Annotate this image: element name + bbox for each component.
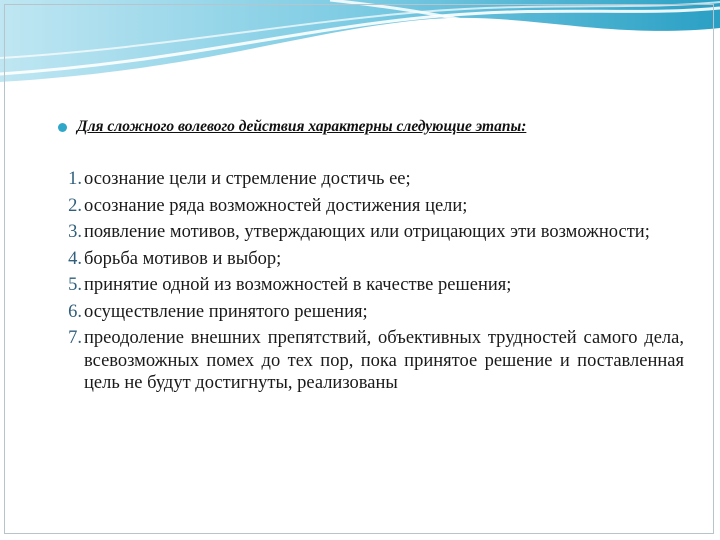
list-item xyxy=(58,327,684,395)
item-text: принятие одной из возможностей в качестве решения; xyxy=(84,275,512,295)
item-text: осуществление принятого решения; xyxy=(84,301,368,322)
item-number: 1. xyxy=(68,169,82,189)
item-number: 3. xyxy=(68,222,82,242)
list-item xyxy=(58,301,684,324)
item-text: борьба мотивов и выбор; xyxy=(84,248,282,269)
item-number: 6. xyxy=(68,301,82,322)
item-number: 7. xyxy=(68,328,82,348)
item-number: 2. xyxy=(68,195,82,216)
item-number: 5. xyxy=(68,275,82,295)
list-item xyxy=(58,168,684,191)
item-text: осознание цели и стремление достичь ее; xyxy=(84,169,411,189)
heading-row xyxy=(58,118,698,136)
bullet-icon xyxy=(58,123,67,132)
list-item xyxy=(58,221,684,244)
list-item xyxy=(58,248,684,271)
item-text: осознание ряда возможностей достижения цели; xyxy=(84,195,468,216)
steps-list xyxy=(58,168,684,399)
item-text: преодоление внешних препятствий, объективных трудностей самого дела, всевозможных помех до тех пор, пока принятое решение и поставленная цель не будут достигнуты, реализованы xyxy=(84,328,684,393)
list-item xyxy=(58,195,684,218)
item-number: 4. xyxy=(68,248,82,269)
slide-heading: Для сложного волевого действия характерны следующие этапы: xyxy=(77,118,527,135)
item-text: появление мотивов, утверждающих или отрицающих эти возможности; xyxy=(84,222,650,242)
decorative-wave-banner xyxy=(0,0,720,90)
list-item xyxy=(58,274,684,297)
